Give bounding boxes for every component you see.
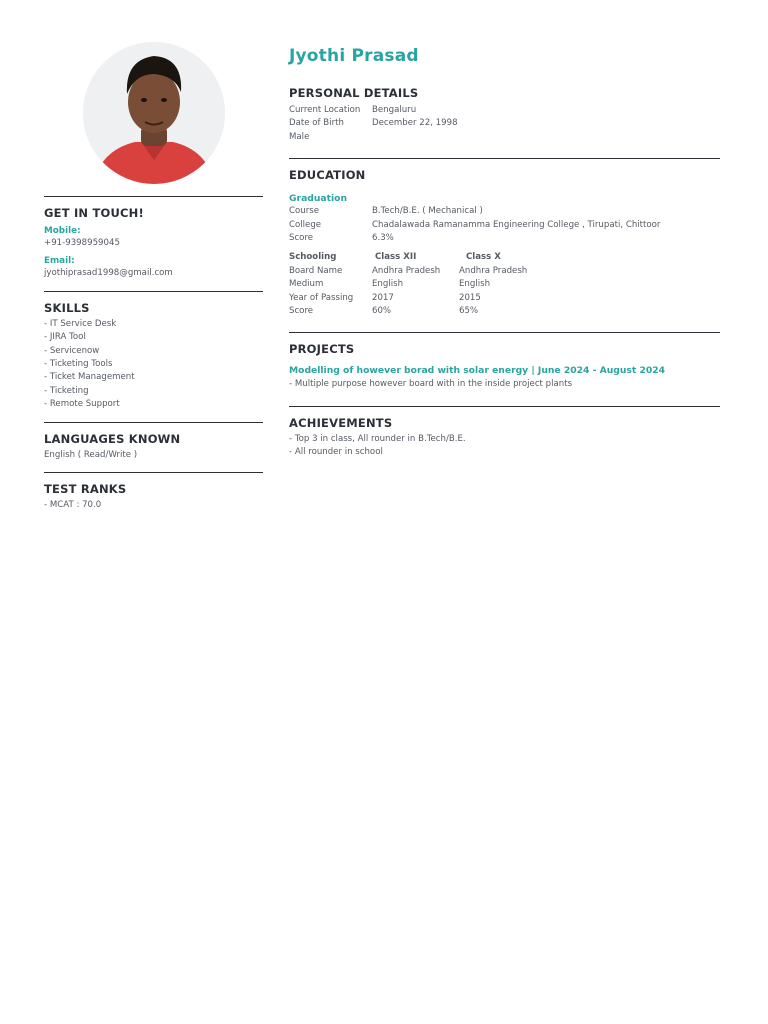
schooling-header-row [289, 251, 527, 264]
achievements-title: ACHIEVEMENTS [289, 415, 393, 430]
test-ranks-section [44, 472, 263, 522]
contact-section [44, 196, 263, 291]
graduation-row [289, 219, 660, 232]
schooling-row [289, 292, 527, 305]
graduation-label: Course [289, 206, 320, 217]
skill-item: - Ticketing [44, 385, 89, 396]
class-x-value: 2015 [459, 292, 481, 303]
project-description: - Multiple purpose however board with in the inside project plants [289, 379, 573, 390]
language-item: English ( Read/Write ) [44, 449, 138, 460]
section-divider [289, 332, 720, 333]
email-label: Email: [44, 256, 75, 267]
schooling-row [289, 265, 527, 278]
class-xii-value: Andhra Pradesh [372, 265, 441, 276]
email-value: jyothiprasad1998@gmail.com [44, 268, 173, 279]
schooling-label: Medium [289, 279, 324, 290]
profile-photo [83, 42, 225, 184]
graduation-title: Graduation [289, 193, 347, 205]
left-column [44, 196, 263, 522]
personal-value: Bengaluru [372, 105, 417, 115]
personal-value: December 22, 1998 [372, 118, 458, 129]
skills-section [44, 291, 263, 422]
personal-row [289, 131, 458, 144]
graduation-value: 6.3% [372, 233, 394, 244]
languages-title: LANGUAGES KNOWN [44, 431, 181, 446]
class-xii-value: 60% [372, 306, 392, 317]
personal-value [372, 131, 458, 144]
graduation-label: College [289, 219, 322, 230]
right-column [289, 46, 720, 474]
project-title: Modelling of however borad with solar energy | June 2024 - August 2024 [289, 365, 666, 377]
achievement-item: - All rounder in school [289, 447, 383, 458]
skill-item: - Servicenow [44, 345, 100, 356]
projects-section [289, 342, 720, 405]
schooling-label: Score [289, 306, 314, 317]
schooling-label: Board Name [289, 265, 343, 276]
graduation-label: Score [289, 233, 314, 244]
languages-section [44, 422, 263, 472]
schooling-row [289, 278, 527, 291]
graduation-row [289, 232, 660, 245]
class-x-value: 65% [459, 306, 479, 317]
achievement-item: - Top 3 in class, All rounder in B.Tech/B.E. [289, 433, 466, 444]
achievements-section [289, 416, 720, 474]
personal-details-title: PERSONAL DETAILS [289, 86, 419, 100]
class-x-value: Andhra Pradesh [459, 265, 528, 276]
graduation-value: Chadalawada Ramanamma Engineering College , Tirupati, Chittoor [372, 219, 661, 230]
class-xii-value: English [372, 279, 404, 290]
schooling-title: Schooling [289, 252, 337, 263]
mobile-label: Mobile: [44, 226, 81, 236]
skills-title: SKILLS [44, 300, 90, 315]
personal-label: Current Location [289, 105, 361, 115]
personal-row [289, 117, 458, 130]
class-x-value: English [459, 279, 491, 290]
education-section [289, 168, 720, 332]
skill-item: - Ticket Management [44, 372, 135, 383]
skill-item: - Remote Support [44, 399, 120, 410]
skill-item: - JIRA Tool [44, 332, 86, 343]
graduation-value: B.Tech/B.E. ( Mechanical ) [372, 206, 483, 217]
skill-item: - Ticketing Tools [44, 359, 113, 370]
class-x-header: Class X [466, 252, 501, 263]
schooling-row [289, 305, 527, 318]
test-rank-item: - MCAT : 70.0 [44, 500, 102, 511]
education-title: EDUCATION [289, 168, 366, 183]
schooling-label: Year of Passing [289, 292, 354, 303]
personal-details-section [289, 86, 720, 158]
mobile-value: +91-9398959045 [44, 238, 120, 248]
candidate-name: Jyothi Prasad [289, 46, 419, 66]
personal-label: Male [289, 131, 310, 142]
graduation-table [289, 205, 660, 245]
schooling-table [289, 251, 527, 318]
section-divider [289, 158, 720, 159]
class-xii-header: Class XII [375, 252, 417, 263]
contact-title: GET IN TOUCH! [44, 206, 144, 220]
class-xii-value: 2017 [372, 292, 394, 303]
section-divider [289, 406, 720, 407]
projects-title: PROJECTS [289, 342, 355, 357]
personal-details-table [289, 104, 458, 144]
personal-label: Date of Birth [289, 118, 344, 129]
test-ranks-title: TEST RANKS [44, 482, 127, 497]
skill-item: - IT Service Desk [44, 318, 117, 329]
graduation-row [289, 205, 660, 218]
personal-row [289, 104, 458, 117]
